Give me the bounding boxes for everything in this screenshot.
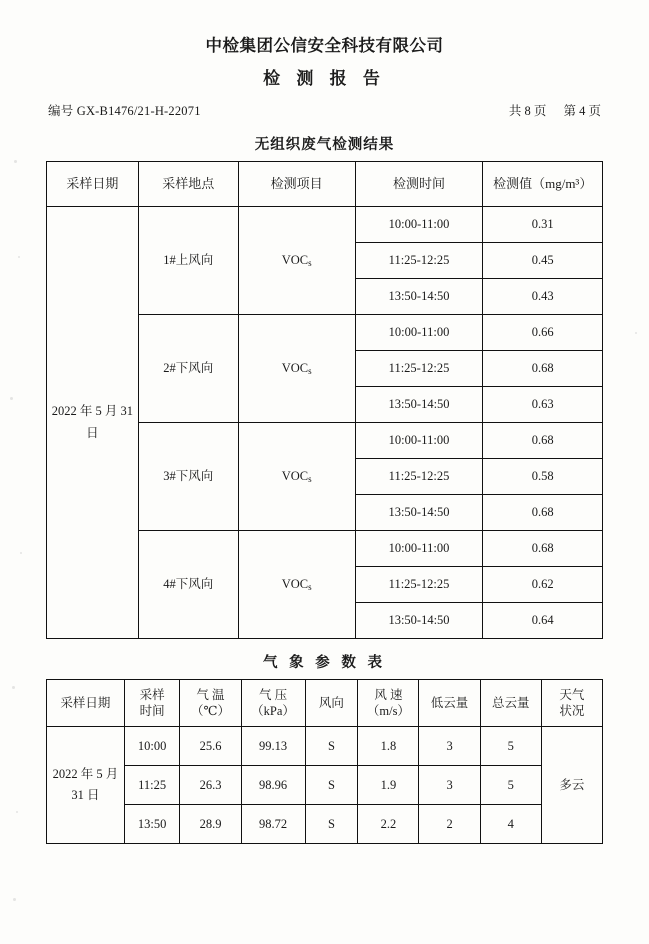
col-temperature: [180, 680, 241, 727]
scan-speckle: [18, 256, 20, 258]
cell-wind-speed: 2.2: [358, 805, 419, 844]
cell-temperature: 26.3: [180, 766, 241, 805]
col-wind-speed-line2: （m/s）: [366, 704, 410, 718]
cell-value: 0.63: [483, 387, 603, 423]
cell-value: 0.64: [483, 603, 603, 639]
table-row: [47, 766, 603, 805]
page-title: 检 测 报 告: [263, 69, 386, 88]
cell-value: 0.68: [483, 495, 603, 531]
page-indicator: [495, 101, 601, 119]
cell-total-cloud: 5: [480, 727, 541, 766]
col-wind-direction: 风向: [305, 680, 358, 727]
cell-item-3: $VOC_s$: [238, 423, 355, 531]
cell-pressure: 98.72: [241, 805, 305, 844]
col-test-value: 检测值（mg/m³）: [483, 162, 603, 207]
cell-value: 0.68: [483, 423, 603, 459]
cell-location-1: 1#上风向: [138, 207, 238, 315]
cell-pressure: 99.13: [241, 727, 305, 766]
report-page: [0, 32, 649, 944]
cell-time: 10:00-11:00: [355, 423, 483, 459]
cell-temperature: 25.6: [180, 727, 241, 766]
cell-time: 10:00-11:00: [355, 207, 483, 243]
scan-speckle: [14, 160, 17, 163]
table-row: [47, 805, 603, 844]
cell-value: 0.66: [483, 315, 603, 351]
cell-low-cloud: 3: [419, 727, 480, 766]
col-sample-date: 采样日期: [47, 162, 139, 207]
cell-location-4: 4#下风向: [138, 531, 238, 639]
cell-location-2: 2#下风向: [138, 315, 238, 423]
cell-wind-speed: 1.8: [358, 727, 419, 766]
col-weather-condition-line2: 状况: [559, 704, 585, 718]
col-pressure-line1: 气 压: [258, 687, 288, 702]
cell-time: 11:25-12:25: [355, 351, 483, 387]
col-test-time: 检测时间: [355, 162, 483, 207]
table-row: [47, 207, 603, 243]
weather-table-title: 气 象 参 数 表: [263, 655, 386, 671]
emission-results-table: [46, 161, 603, 639]
report-number: 编号 GX-B1476/21-H-22071: [48, 104, 201, 118]
scan-speckle: [12, 686, 15, 689]
col-weather-condition-line1: 天气: [559, 687, 585, 702]
table-row: [47, 727, 603, 766]
table-header-row: [47, 162, 603, 207]
cell-low-cloud: 3: [419, 766, 480, 805]
scan-speckle: [635, 332, 637, 334]
cell-weather-condition: 多云: [541, 727, 602, 844]
cell-time: 11:25-12:25: [355, 243, 483, 279]
col-low-cloud: 低云量: [419, 680, 480, 727]
cell-time: 11:25: [124, 766, 180, 805]
cell-wind-speed: 1.9: [358, 766, 419, 805]
cell-item-2: $VOC_s$: [238, 315, 355, 423]
cell-value: 0.45: [483, 243, 603, 279]
col-sample-date: 采样日期: [47, 680, 125, 727]
col-pressure: [241, 680, 305, 727]
cell-time: 10:00-11:00: [355, 531, 483, 567]
cell-wind-direction: S: [305, 727, 358, 766]
cell-value: 0.43: [483, 279, 603, 315]
cell-time: 11:25-12:25: [355, 459, 483, 495]
cell-value: 0.58: [483, 459, 603, 495]
col-total-cloud: 总云量: [480, 680, 541, 727]
cell-time: 10:00: [124, 727, 180, 766]
cell-time: 13:50: [124, 805, 180, 844]
cell-item-4: $VOC_s$: [238, 531, 355, 639]
cell-time: 13:50-14:50: [355, 603, 483, 639]
col-weather-condition: [541, 680, 602, 727]
col-temperature-line2: （℃）: [191, 704, 230, 718]
page-total: 共 8 页: [508, 104, 547, 118]
col-sample-time-line2: 时间: [139, 704, 165, 718]
weather-parameters-table: [46, 679, 603, 844]
cell-time: 10:00-11:00: [355, 315, 483, 351]
cell-weather-date: 2022 年 5 月 31 日: [47, 727, 125, 844]
cell-wind-direction: S: [305, 766, 358, 805]
col-wind-speed-line1: 风 速: [374, 687, 403, 702]
cell-sample-date: 2022 年 5 月 31 日: [47, 207, 139, 639]
col-temperature-line1: 气 温: [196, 687, 225, 702]
cell-item-1: $VOC_s$: [238, 207, 355, 315]
cell-value: 0.68: [483, 351, 603, 387]
col-test-item: 检测项目: [238, 162, 355, 207]
main-table-title: 无组织废气检测结果: [254, 137, 395, 153]
cell-value: 0.31: [483, 207, 603, 243]
scan-speckle: [13, 898, 16, 901]
report-meta: [46, 101, 603, 119]
cell-temperature: 28.9: [180, 805, 241, 844]
cell-low-cloud: 2: [419, 805, 480, 844]
cell-location-3: 3#下风向: [138, 423, 238, 531]
page-current: 第 4 页: [563, 104, 601, 118]
cell-time: 11:25-12:25: [355, 567, 483, 603]
col-pressure-line2: （kPa）: [251, 704, 295, 718]
cell-time: 13:50-14:50: [355, 495, 483, 531]
cell-wind-direction: S: [305, 805, 358, 844]
scan-speckle: [10, 397, 13, 400]
cell-time: 13:50-14:50: [355, 387, 483, 423]
cell-total-cloud: 4: [480, 805, 541, 844]
cell-time: 13:50-14:50: [355, 279, 483, 315]
cell-value: 0.68: [483, 531, 603, 567]
cell-value: 0.62: [483, 567, 603, 603]
col-sample-location: 采样地点: [138, 162, 238, 207]
col-sample-time-line1: 采样: [139, 687, 165, 702]
company-name: 中检集团公信安全科技有限公司: [205, 36, 444, 55]
cell-total-cloud: 5: [480, 766, 541, 805]
cell-pressure: 98.96: [241, 766, 305, 805]
scan-speckle: [16, 811, 18, 813]
col-wind-speed: [358, 680, 419, 727]
weather-header-row: [47, 680, 603, 727]
scan-speckle: [20, 552, 22, 554]
col-sample-time: [124, 680, 180, 727]
